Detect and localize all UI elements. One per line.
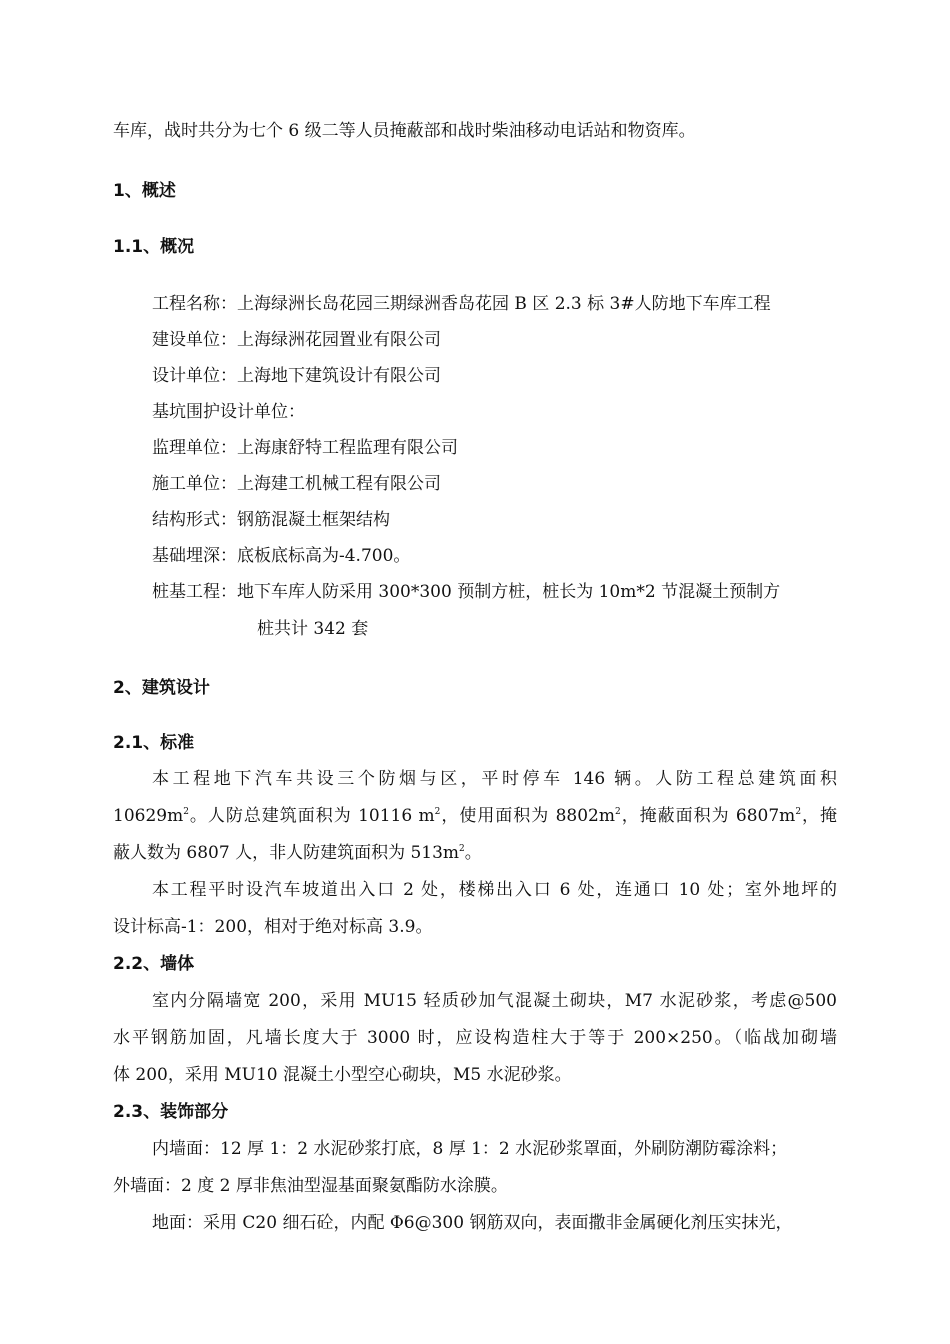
overview-item-project-name xyxy=(152,292,771,316)
overview-key: 结构形式： xyxy=(152,510,237,530)
paragraph-line: 体 200，采用 MU10 混凝土小型空心砌块，M5 水泥砂浆。 xyxy=(113,1065,572,1085)
overview-item-structure xyxy=(152,508,390,532)
section-heading-1: 1、概述 xyxy=(113,181,176,201)
overview-item-pile-work-cont: 桩共计 342 套 xyxy=(257,619,369,639)
section-heading-2-3: 2.3、装饰部分 xyxy=(113,1102,229,1122)
paragraph-line: 地面：采用 C20 细石砼，内配 Φ6@300 钢筋双向，表面撒非金属硬化剂压实抹光， xyxy=(152,1213,793,1233)
overview-value: 地下车库人防采用 300*300 预制方桩，桩长为 10m*2 节混凝土预制方 xyxy=(237,582,781,602)
overview-key: 桩基工程： xyxy=(152,582,237,602)
overview-value: 上海地下建筑设计有限公司 xyxy=(237,366,441,386)
superscript: 2 xyxy=(459,844,465,854)
superscript: 2 xyxy=(434,807,441,817)
superscript: 2 xyxy=(183,807,189,817)
section-heading-2: 2、建筑设计 xyxy=(113,678,210,698)
text-run: ，掩蔽面积为 6807m xyxy=(620,806,796,826)
overview-value: 上海建工机械工程有限公司 xyxy=(237,474,441,494)
paragraph-line: 设计标高-1：200，相对于绝对标高 3.9。 xyxy=(113,917,433,937)
paragraph-line: 本工程地下汽车共设三个防烟与区，平时停车 146 辆。人防工程总建筑面积 xyxy=(152,769,837,789)
overview-item-foundation-depth xyxy=(152,544,410,568)
paragraph-line: 外墙面：2 度 2 厚非焦油型湿基面聚氨酯防水涂膜。 xyxy=(113,1176,508,1196)
section-heading-2-1: 2.1、标准 xyxy=(113,733,195,753)
overview-key: 设计单位： xyxy=(152,366,237,386)
overview-value: 上海绿洲花园置业有限公司 xyxy=(237,330,441,350)
paragraph-line: 室内分隔墙宽 200，采用 MU15 轻质砂加气混凝土砌块，M7 水泥砂浆，考虑@500 xyxy=(152,991,837,1011)
overview-value: 底板底标高为-4.700。 xyxy=(237,546,411,566)
paragraph-line: 水平钢筋加固，凡墙长度大于 3000 时，应设构造柱大于等于 200×250。（临战加砌墙 xyxy=(113,1028,837,1048)
overview-value: 上海绿洲长岛花园三期绿洲香岛花园 B 区 2.3 标 3#人防地下车库工程 xyxy=(237,294,771,314)
text-run: 。人防总建筑面积为 10116 m xyxy=(188,806,435,826)
section-heading-1-1: 1.1、概况 xyxy=(113,237,195,257)
overview-key: 建设单位： xyxy=(152,330,237,350)
superscript: 2 xyxy=(795,807,802,817)
overview-item-supervisor xyxy=(152,436,458,460)
overview-key: 监理单位： xyxy=(152,438,237,458)
overview-key: 施工单位： xyxy=(152,474,237,494)
section-heading-2-2: 2.2、墙体 xyxy=(113,954,195,974)
paragraph-line xyxy=(113,841,482,865)
overview-value: 上海康舒特工程监理有限公司 xyxy=(237,438,458,458)
text-run: 。 xyxy=(464,843,482,863)
overview-item-pit-designer xyxy=(152,400,305,424)
superscript: 2 xyxy=(614,807,621,817)
text-run: ，掩 xyxy=(801,806,837,826)
text-run: ，使用面积为 8802m xyxy=(440,806,615,826)
text-run: 蔽人数为 6807 人，非人防建筑面积为 513m xyxy=(113,843,460,863)
paragraph-line xyxy=(113,804,837,828)
paragraph-line: 本工程平时设汽车坡道出入口 2 处，楼梯出入口 6 处，连通口 10 处；室外地坪的 xyxy=(152,880,837,900)
overview-item-pile-work xyxy=(152,580,780,604)
intro-line: 车库，战时共分为七个 6 级二等人员掩蔽部和战时柴油移动电话站和物资库。 xyxy=(113,121,696,141)
text-run: 10629m xyxy=(113,806,184,826)
paragraph-line: 内墙面：12 厚 1：2 水泥砂浆打底，8 厚 1：2 水泥砂浆罩面，外刷防潮防霉涂料； xyxy=(152,1139,788,1159)
overview-item-designer xyxy=(152,364,441,388)
overview-item-owner xyxy=(152,328,441,352)
overview-item-contractor xyxy=(152,472,441,496)
overview-value: 钢筋混凝土框架结构 xyxy=(237,510,390,530)
overview-key: 基础埋深： xyxy=(152,546,237,566)
overview-key: 基坑围护设计单位： xyxy=(152,402,305,422)
overview-key: 工程名称： xyxy=(152,294,237,314)
